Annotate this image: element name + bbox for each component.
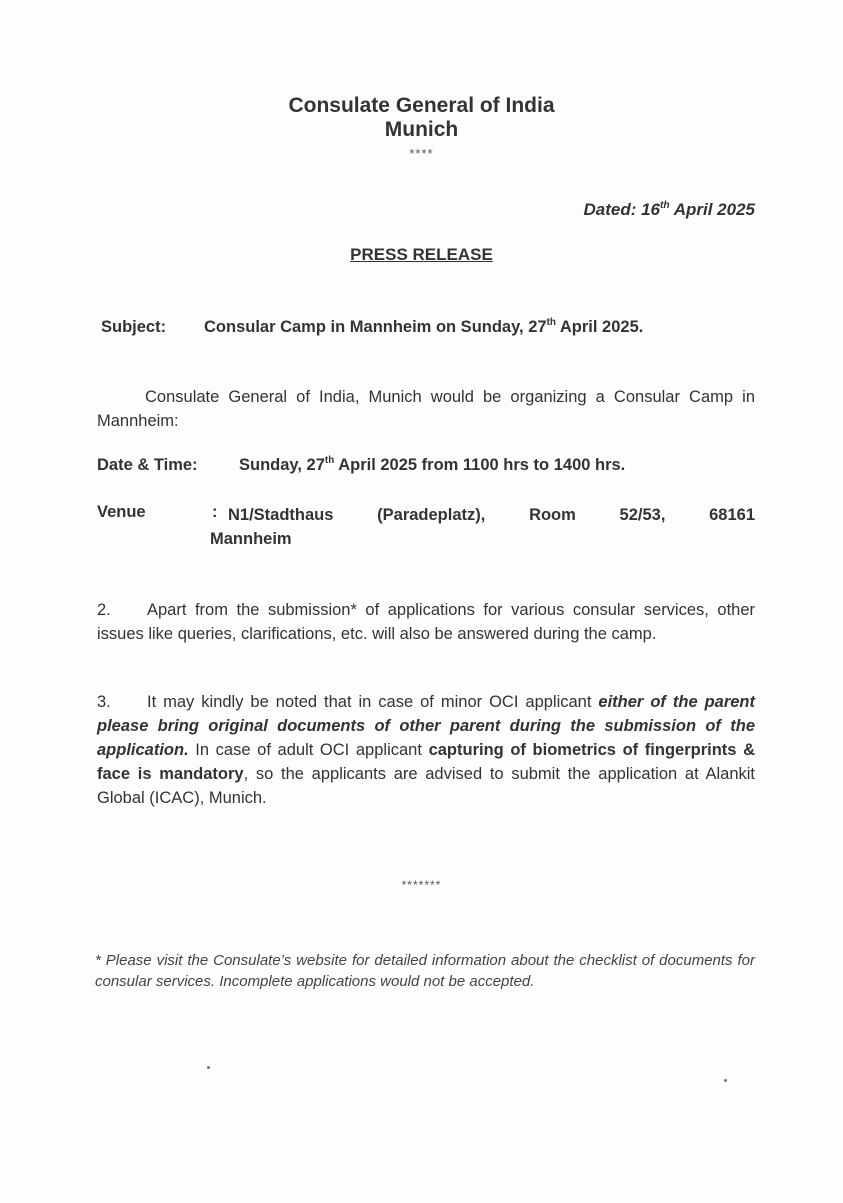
venue-value [210, 503, 755, 551]
subject-text-b: April 2025. [555, 318, 644, 336]
subject-text-a: Consular Camp in Mannheim on Sunday, 27 [204, 318, 547, 336]
date-suffix: th [660, 199, 670, 211]
paragraph-3-text-c: , so the applicants are advised to submit the application at Alankit Global (ICAC), Munich. [97, 765, 755, 807]
date-line [583, 200, 755, 220]
scan-speck [724, 1079, 727, 1082]
paragraph-2-text: Apart from the submission* of applications for various consular services, other issues like queries, clarifications, etc. will also be answered during the camp. [97, 601, 755, 643]
date-time-suffix: th [324, 455, 335, 467]
footnote: * Please visit the Consulate’s website for detailed information about the checklist of documents for consular services. Incomplete applications would not be accepted. [95, 952, 755, 990]
paragraph-3-bold: capturing of biometrics of fingerprints & face is mandatory [97, 741, 755, 783]
paragraph-2-number: 2. [97, 601, 111, 619]
date-rest: April 2025 [669, 200, 755, 219]
paragraph-3 [97, 690, 755, 810]
subject-suffix: th [546, 317, 556, 329]
date-time-text-a: Sunday, 27 [239, 456, 325, 474]
paragraph-2 [97, 598, 755, 646]
venue-address-line1: N1/Stadthaus (Paradeplatz), Room 52/53, 68161 [228, 506, 755, 524]
paragraph-3-text-b: In case of adult OCI applicant [188, 741, 429, 759]
intro-paragraph: Consulate General of India, Munich would be organizing a Consular Camp in Mannheim: [97, 388, 755, 430]
subject-line [101, 318, 643, 337]
venue-label: Venue [97, 503, 146, 521]
document-title: PRESS RELEASE [350, 245, 493, 264]
date-time-line [97, 456, 625, 475]
date-time-text-b: April 2025 from 1100 hrs to 1400 hrs. [334, 456, 626, 474]
organization-name: Consulate General of India [288, 94, 555, 117]
venue-address-line2: Mannheim [210, 530, 292, 548]
end-separator: ******* [401, 878, 442, 892]
date-label: Dated: 16 [583, 200, 661, 219]
subject-label: Subject: [101, 318, 167, 336]
paragraph-3-bold-italic: either of the parent please bring original documents of other parent during the submission of the application. [97, 693, 756, 759]
venue-colon: : [212, 503, 218, 521]
paragraph-3-text-a: It may kindly be noted that in case of minor OCI applicant [147, 693, 599, 711]
paragraph-3-number: 3. [97, 693, 111, 711]
organization-city: Munich [384, 118, 459, 141]
header-separator: **** [409, 146, 434, 161]
scan-speck [207, 1066, 210, 1069]
date-time-label: Date & Time: [97, 456, 198, 474]
